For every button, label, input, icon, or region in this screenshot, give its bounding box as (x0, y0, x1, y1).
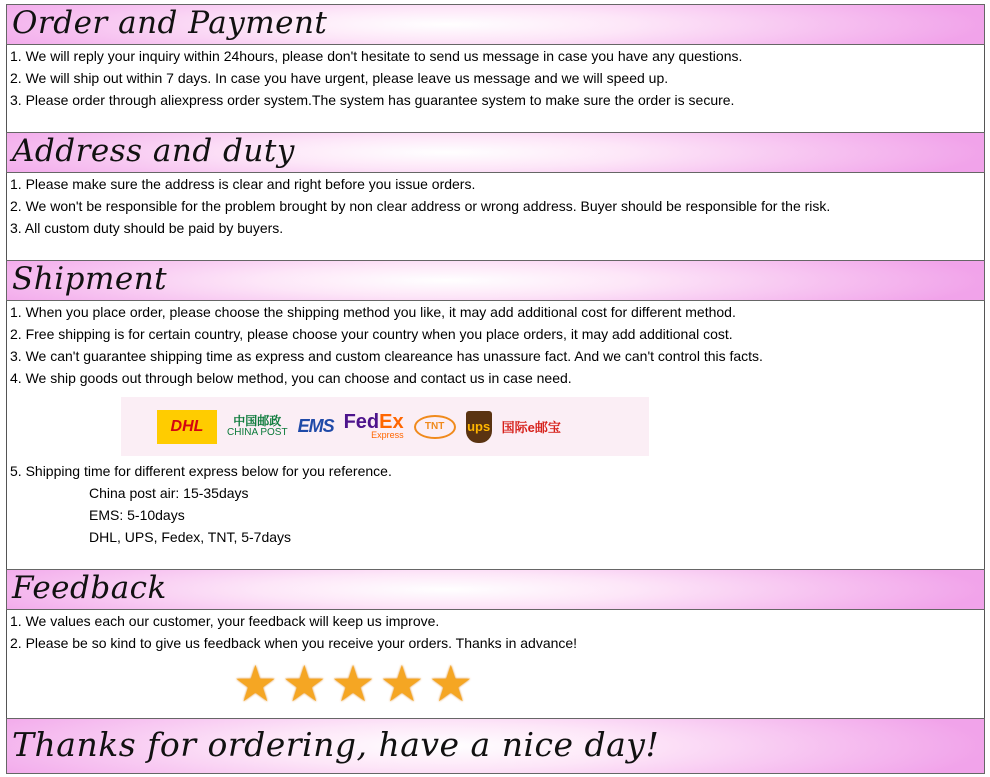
eyoubao-logo: 国际e邮宝 (501, 420, 561, 435)
star-icon: ★ (281, 656, 327, 712)
fedex-sub: Express (371, 430, 404, 440)
shipment-title: Shipment (12, 261, 168, 297)
star-icon: ★ (330, 656, 376, 712)
feedback-header (6, 569, 985, 610)
shipping-time-china-post: China post air: 15-35days (89, 485, 249, 501)
closing-title: Thanks for ordering, have a nice day! (12, 725, 660, 764)
shipment-line-1: 1. When you place order, please choose the shipping method you like, it may add additional cost for different method. (10, 304, 736, 320)
shipment-header (6, 260, 985, 301)
china-post-logo (227, 413, 288, 438)
fedex-ex: Ex (379, 411, 404, 433)
five-star-rating (233, 656, 474, 712)
page-frame (6, 4, 985, 774)
china-post-cn: 中国邮政 (233, 413, 282, 428)
star-icon: ★ (233, 656, 278, 712)
shipment-line-4: 4. We ship goods out through below method, you can choose and contact us in case need. (10, 370, 572, 386)
shipping-time-ems: EMS: 5-10days (89, 507, 185, 523)
address-line-2: 2. We won't be responsible for the problem brought by non clear address or wrong address. Buyer should be responsible for the risk. (10, 198, 831, 214)
shipment-line-2: 2. Free shipping is for certain country, please choose your country when you place orders, it may add additional cost. (10, 326, 733, 342)
carrier-logos-strip (121, 397, 649, 456)
address-line-3: 3. All custom duty should be paid by buyers. (10, 220, 284, 236)
order-line-2: 2. We will ship out within 7 days. In case you have urgent, please leave us message and we will speed up. (10, 70, 669, 86)
dhl-logo: DHL (157, 410, 217, 444)
star-icon: ★ (379, 656, 425, 712)
address-duty-header (6, 132, 985, 173)
tnt-logo: TNT (414, 415, 456, 439)
order-line-1: 1. We will reply your inquiry within 24hours, please don't hesitate to send us message in case you have any questions. (10, 48, 743, 64)
fedex-logo (344, 413, 404, 440)
closing-header (6, 718, 985, 774)
ems-logo: EMS (297, 416, 334, 436)
ups-logo: ups (466, 411, 492, 443)
feedback-title: Feedback (12, 570, 167, 606)
shipment-line-3: 3. We can't guarantee shipping time as express and custom cleareance has unassure fact. And we can't control this facts. (10, 348, 763, 364)
star-icon: ★ (428, 656, 474, 712)
fedex-fe: Fed (343, 411, 380, 433)
order-payment-title: Order and Payment (12, 5, 328, 41)
order-payment-header (6, 4, 985, 45)
order-line-3: 3. Please order through aliexpress order system.The system has guarantee system to make sure the order is secure. (10, 92, 735, 108)
shipping-time-intro: 5. Shipping time for different express below for you reference. (10, 463, 392, 479)
shipping-time-express: DHL, UPS, Fedex, TNT, 5-7days (89, 529, 292, 545)
feedback-line-2: 2. Please be so kind to give us feedback when you receive your orders. Thanks in advance! (10, 635, 578, 651)
address-line-1: 1. Please make sure the address is clear and right before you issue orders. (10, 176, 476, 192)
china-post-en: CHINA POST (227, 426, 288, 438)
address-duty-title: Address and duty (12, 133, 295, 169)
feedback-line-1: 1. We values each our customer, your feedback will keep us improve. (10, 613, 440, 629)
